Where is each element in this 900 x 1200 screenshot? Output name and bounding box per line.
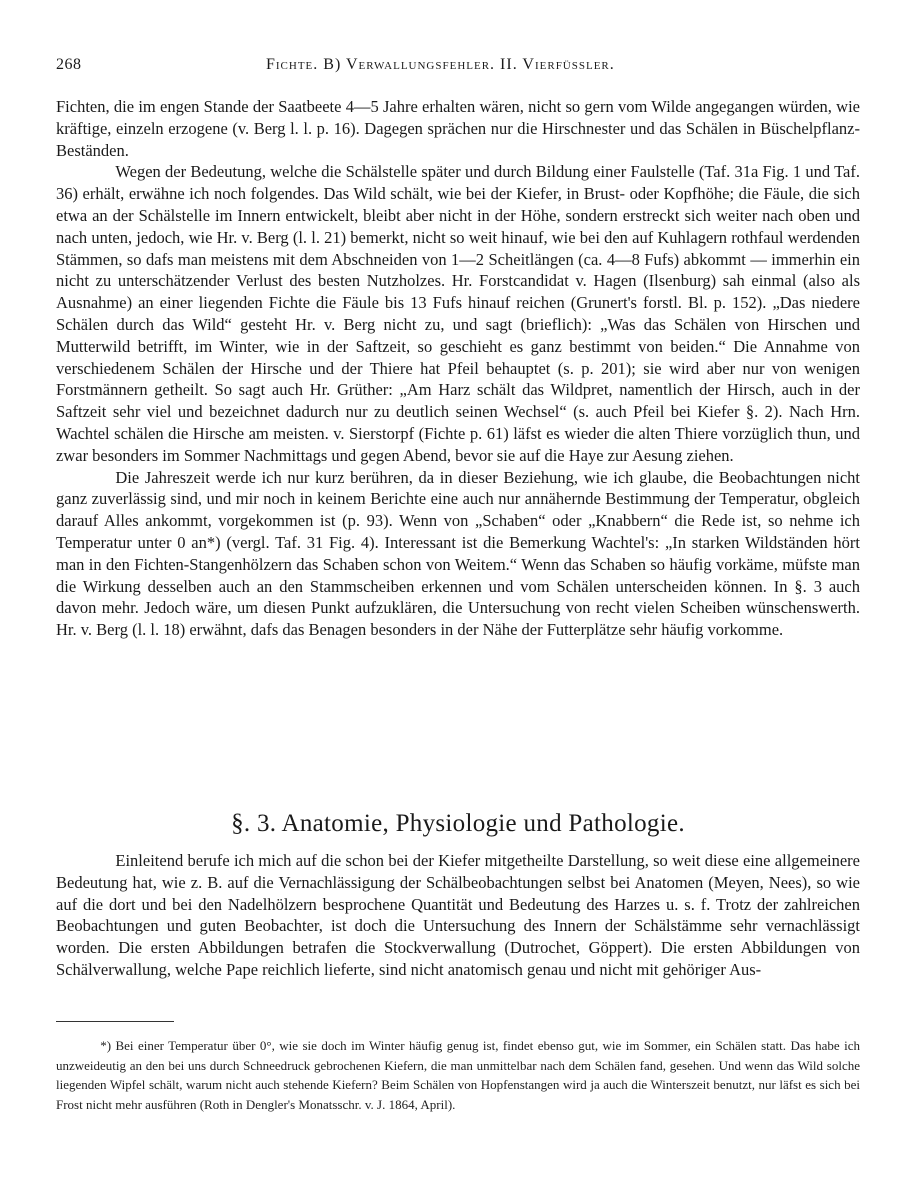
footnote — [56, 1036, 860, 1114]
paragraph-jahreszeit: Die Jahreszeit werde ich nur kurz berühren, da in dieser Beziehung, wie ich glaube, die Beobachtungen nicht ganz zuverlässig sind, und mir noch in keinem Berichte eine auch nur annähernde Bestimmung der Temperatur, obgleich darauf Alles ankommt, vorgekommen ist (p. 93). Wenn von „Schaben“ oder „Knabbern“ die Rede ist, so nehme ich Temperatur unter 0 an*) (vergl. Taf. 31 Fig. 4). Interessant ist die Bemerkung Wachtel's: „In starken Wildständen hört man in den Fichten-Stangenhölzern das Schaben schon von Weitem.“ Wenn das Schaben so häufig vorkäme, müfste man die Wirkung desselben auch an den Stammscheiben erkennen und vom Schälen unterscheiden können. In §. 3 auch davon mehr. Jedoch wäre, um diesen Punkt aufzuklären, die Untersuchung von recht vielen Scheiben wünschenswerth. Hr. v. Berg (l. l. 18) erwähnt, dafs das Benagen besonders in der Nähe der Futterplätze sehr häufig vorkomme. — [56, 467, 860, 640]
running-title: Fichte. B) Verwallungsfehler. II. Vierfüssler. — [266, 56, 615, 73]
paragraph-schaelstelle: Wegen der Bedeutung, welche die Schälstelle später und durch Bildung einer Faulstelle (Taf. 31a Fig. 1 und Taf. 36) erhält, erwähne ich noch folgendes. Das Wild schält, wie bei der Kiefer, in Brust- oder Kopfhöhe; die Fäule, die sich etwa an der Schälstelle im Innern entwickelt, bleibt aber nicht in der Höhe, sondern erstreckt sich weiter nach oben und nach unten, jedoch, wie Hr. v. Berg (l. l. 21) bemerkt, nicht so weit hinauf, wie bei den auf Kuhlagern rothfaul werdenden Stämmen, so dafs man meistens mit dem Abschneiden von 1—2 Scheitlängen (ca. 4—8 Fufs) abkommt — immerhin ein nicht zu unterschätzender Verlust des besten Nutzholzes. Hr. Forstcandidat v. Hagen (Ilsenburg) sah einmal (also als Ausnahme) an einer liegenden Fichte die Fäule bis 13 Fufs hinauf reichen (Grunert's forstl. Bl. p. 152). „Das niedere Schälen durch das Wild“ gesteht Hr. v. Berg nicht zu, und sagt (brieflich): „Was das Schälen von Hirschen und Mutterwild betrifft, im Winter, wie in der Saftzeit, so geschieht es ganz bestimmt von beiden.“ Die Annahme von verschiedenem Schälen der Hirsche und der Thiere hat Pfeil behauptet (s. p. 201); sie wird aber nur von wenigen Forstmännern getheilt. So sagt auch Hr. Grüther: „Am Harz schält das Wildpret, namentlich der Hirsch, auch in der Saftzeit sehr viel und bezeichnet dadurch nur zu deutlich seinen Wechsel“ (s. auch Pfeil bei Kiefer §. 2). Nach Hrn. Wachtel schälen die Hirsche am meisten. v. Sierstorpf (Fichte p. 61) läfst es wieder die alten Thiere vorzüglich thun, und zwar besonders im Sommer Nachmittags und gegen Abend, bevor sie auf die Haye zur Aesung ziehen. — [56, 162, 860, 465]
section-text — [56, 850, 860, 981]
footnote-text: *) Bei einer Temperatur über 0°, wie sie doch im Winter häufig genug ist, findet ebenso gut, wie im Sommer, ein Schälen statt. Das habe ich unzweideutig an den bei uns durch Schneedruck gebrochenen Kiefern, die man unmittelbar nach dem Schälen fand, gesehen. Und wenn das Wild solche liegenden Wipfel schält, warum nicht auch stehende Kiefern? Beim Schälen von Hopfenstangen wird ja auch die Winterszeit benutzt, nur läfst es sich bei Frost nicht mehr ausführen (Roth in Dengler's Monatsschr. v. J. 1864, April). — [56, 1038, 860, 1112]
body-text — [56, 96, 860, 641]
page-number: 268 — [56, 56, 82, 73]
section-heading: §. 3. Anatomie, Physiologie und Pathologie. — [231, 810, 685, 837]
paragraph-continuation: Fichten, die im engen Stande der Saatbeete 4—5 Jahre erhalten wären, nicht so gern vom Wilde angegangen würden, wie kräftige, einzeln erzogene (v. Berg l. l. p. 16). Dagegen sprächen nur die Hirschnester und das Schälen in Büschelpflanz-Beständen. — [56, 97, 860, 160]
footnote-rule — [56, 1021, 174, 1022]
paragraph-einleitend: Einleitend berufe ich mich auf die schon bei der Kiefer mitgetheilte Darstellung, so weit diese eine allgemeinere Bedeutung hat, wie z. B. auf die Vernachlässigung der Schälbeobachtungen selbst bei Anatomen (Meyen, Nees), so wie auf die dort und bei den Nadelhölzern besprochene Quantität und Bedeutung des Harzes u. s. f. Trotz der zahlreichen Beobachtungen und guten Beobachter, ist doch die Untersuchung des Innern der Schälstämme sehr vernachlässigt worden. Die ersten Abbildungen betrafen die Stockverwallung (Dutrochet, Göppert). Die ersten Abbildungen von Schälverwallung, welche Pape reichlich lieferte, sind nicht anatomisch genau und nicht mit gehöriger Aus- — [56, 851, 860, 979]
running-head — [56, 56, 860, 80]
